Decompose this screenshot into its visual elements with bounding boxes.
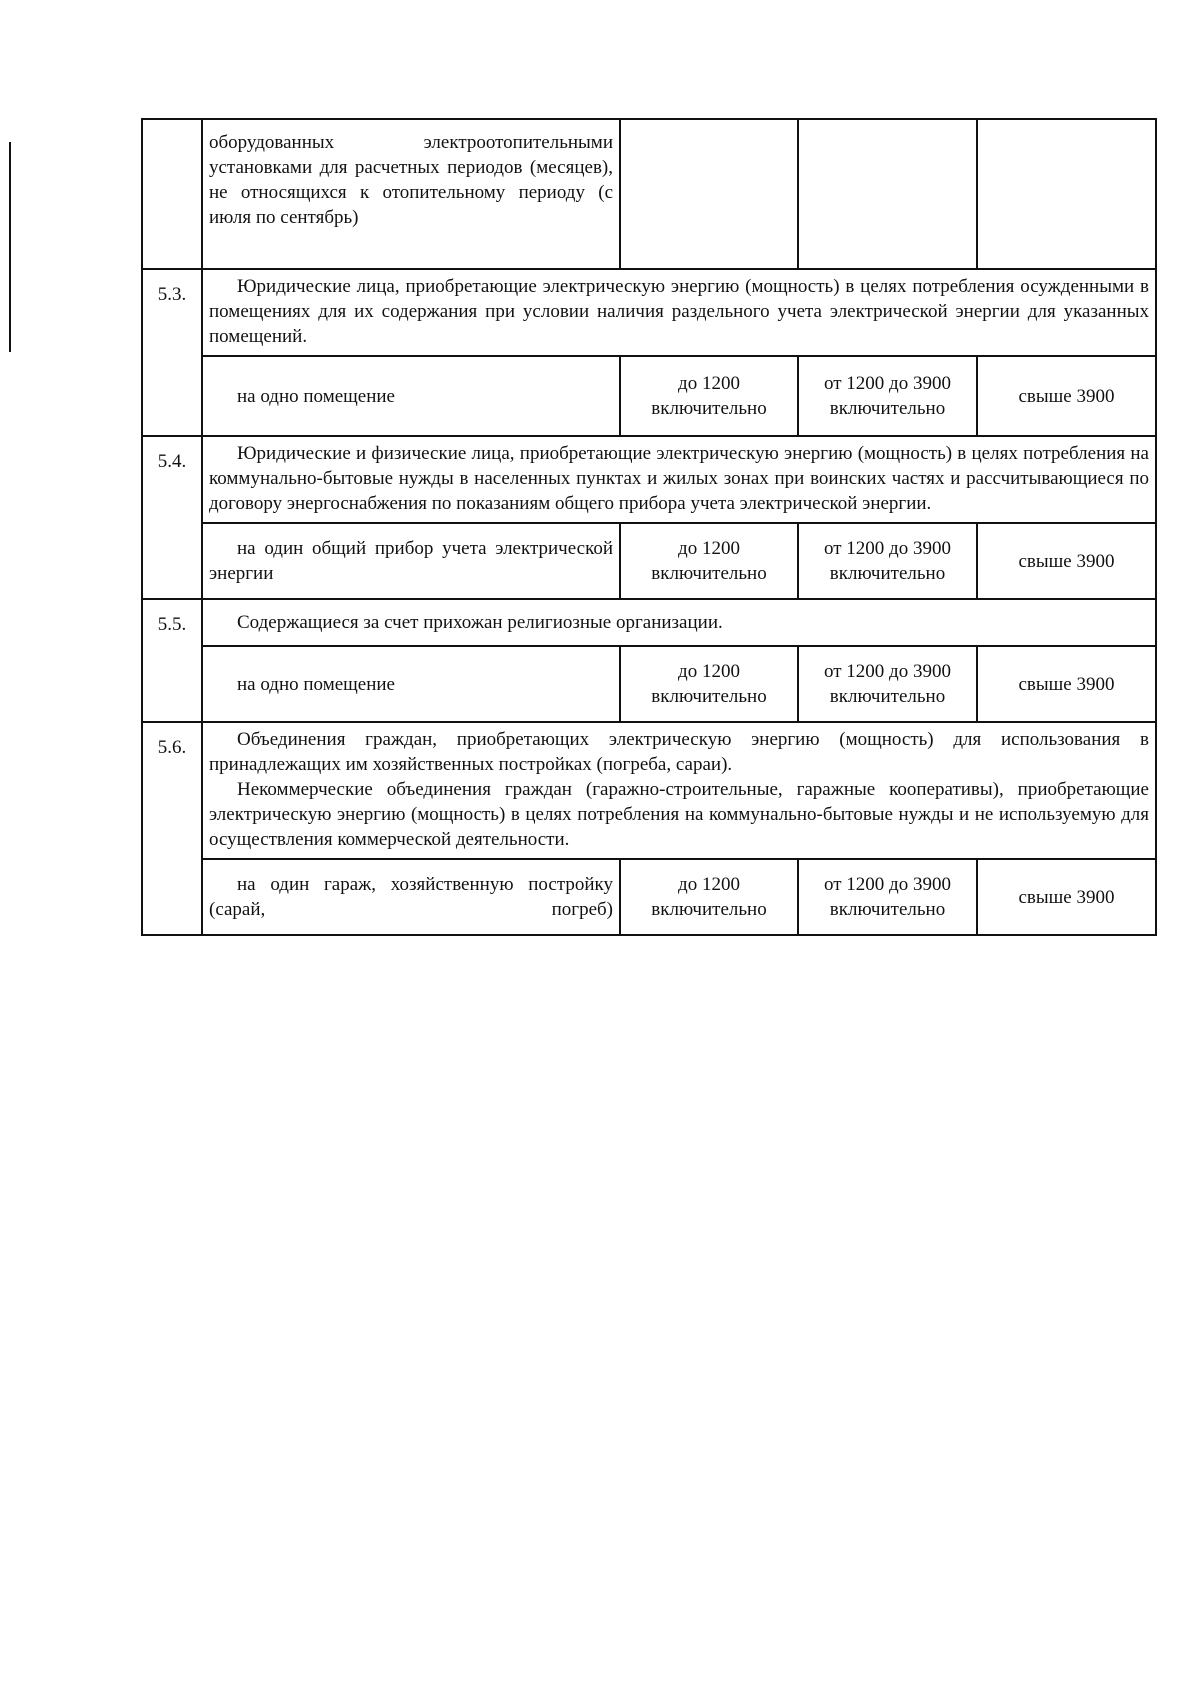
- range-1: [620, 356, 798, 436]
- row-description: [202, 269, 1156, 356]
- subrow-label: на один общий прибор учета электрической энергии: [202, 523, 620, 599]
- value-cell-empty: [620, 119, 798, 269]
- tariff-table: [141, 118, 1157, 936]
- table-subrow: [142, 523, 1156, 599]
- value-cell-empty: [798, 119, 977, 269]
- subrow-label: на одно помещение: [202, 646, 620, 722]
- range-2-line-2: включительно: [829, 398, 946, 419]
- row-number: 5.4.: [142, 436, 202, 599]
- range-2-line-2: включительно: [829, 563, 946, 584]
- table-subrow: [142, 356, 1156, 436]
- range-2-line-1: от 1200 до 3900: [824, 874, 951, 895]
- value-cell-empty: [977, 119, 1156, 269]
- range-1-line-1: до 1200: [678, 874, 740, 895]
- table-row: [142, 269, 1156, 356]
- row-number: 5.5.: [142, 599, 202, 722]
- range-1-line-1: до 1200: [678, 538, 740, 559]
- range-1-line-2: включительно: [651, 686, 767, 707]
- table-subrow: [142, 859, 1156, 935]
- row-description: [202, 599, 1156, 646]
- description-paragraph: Юридические лица, приобретающие электрическую энергию (мощность) в целях потребления осужденными в помещениях для их содержания при условии наличия раздельного учета электрической энергии для указанных помещений.: [209, 276, 1149, 347]
- subrow-label: на одно помещение: [202, 356, 620, 436]
- table-row: [142, 436, 1156, 523]
- range-3: свыше 3900: [977, 356, 1156, 436]
- table-row-continuation: [142, 119, 1156, 269]
- range-2-line-1: от 1200 до 3900: [824, 373, 951, 394]
- description-paragraph: Юридические и физические лица, приобретающие электрическую энергию (мощность) в целях потребления на коммунально-бытовые нужды в населенных пунктах и жилых зонах при воинских частях и рассчитывающиеся по договору энергоснабжения по показаниям общего прибора учета электрической энергии.: [209, 443, 1149, 514]
- range-2-line-2: включительно: [829, 899, 946, 920]
- range-2: [798, 523, 977, 599]
- continuation-text: оборудованных электроотопительными установками для расчетных периодов (месяцев), не относящихся к отопительному периоду (с июля по сентябрь): [202, 119, 620, 269]
- range-1-line-2: включительно: [651, 398, 767, 419]
- range-1-line-2: включительно: [651, 899, 767, 920]
- table-row: [142, 599, 1156, 646]
- range-1: [620, 523, 798, 599]
- range-2: [798, 646, 977, 722]
- range-2: [798, 356, 977, 436]
- table-row: [142, 722, 1156, 859]
- row-number: 5.6.: [142, 722, 202, 935]
- row-number-cell: [142, 119, 202, 269]
- table-subrow: [142, 646, 1156, 722]
- range-2-line-1: от 1200 до 3900: [824, 661, 951, 682]
- range-2: [798, 859, 977, 935]
- row-description: [202, 722, 1156, 859]
- range-1-line-1: до 1200: [678, 373, 740, 394]
- description-paragraph: Содержащиеся за счет прихожан религиозные организации.: [237, 612, 723, 633]
- range-3: свыше 3900: [977, 646, 1156, 722]
- range-2-line-1: от 1200 до 3900: [824, 538, 951, 559]
- range-3: свыше 3900: [977, 859, 1156, 935]
- margin-mark: [9, 142, 11, 352]
- range-1-line-1: до 1200: [678, 661, 740, 682]
- description-paragraph: Объединения граждан, приобретающих электрическую энергию (мощность) для использования в принадлежащих им хозяйственных постройках (погреба, сараи).: [209, 729, 1149, 775]
- range-3: свыше 3900: [977, 523, 1156, 599]
- range-2-line-2: включительно: [829, 686, 946, 707]
- row-description: [202, 436, 1156, 523]
- range-1: [620, 859, 798, 935]
- subrow-label: на один гараж, хозяйственную постройку (сарай, погреб): [202, 859, 620, 935]
- range-1-line-2: включительно: [651, 563, 767, 584]
- row-number: 5.3.: [142, 269, 202, 436]
- range-1: [620, 646, 798, 722]
- description-paragraph: Некоммерческие объединения граждан (гаражно-строительные, гаражные кооперативы), приобретающие электрическую энергию (мощность) в целях потребления на коммунально-бытовые нужды и не используемую для осуществления коммерческой деятельности.: [209, 779, 1149, 850]
